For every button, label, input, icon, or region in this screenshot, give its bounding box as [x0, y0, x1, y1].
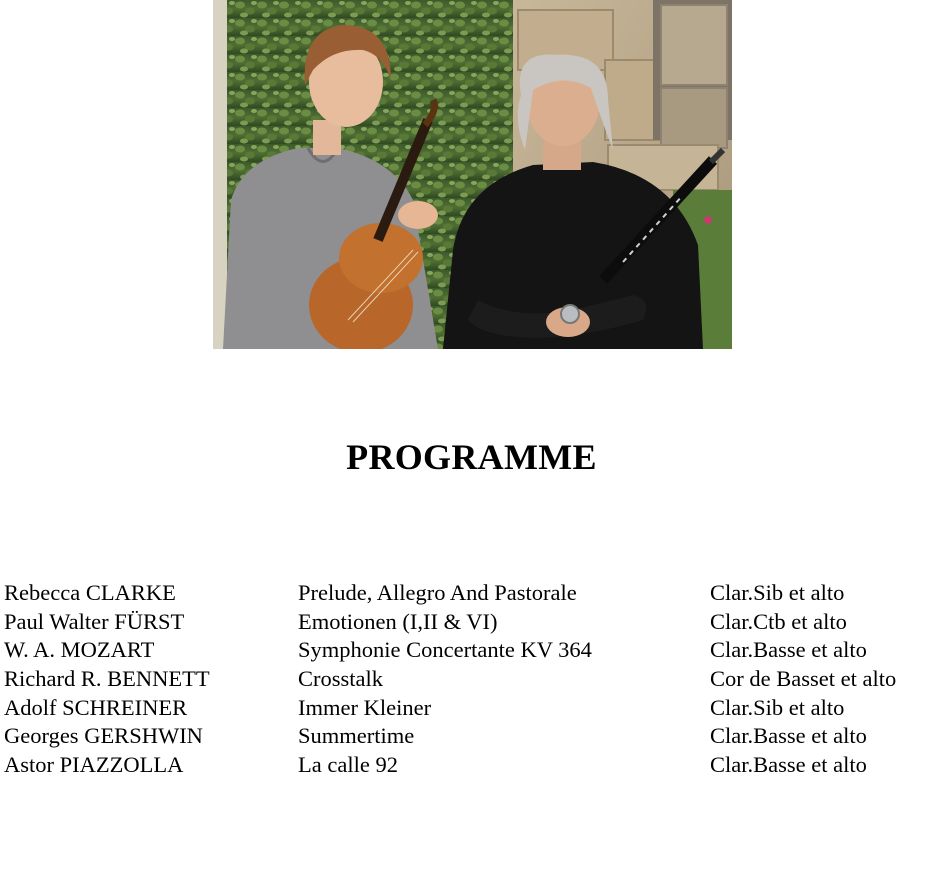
- programme-row: [4, 665, 939, 694]
- work-title: Prelude, Allegro And Pastorale: [298, 580, 577, 605]
- composer-name: W. A. MOZART: [4, 637, 155, 663]
- programme-row: [4, 636, 939, 665]
- programme-title: PROGRAMME: [346, 437, 597, 477]
- duo-photo-icon: [213, 0, 732, 349]
- work-title: Emotionen (I,II & VI): [298, 608, 498, 634]
- programme-row: [4, 751, 939, 780]
- work-title: Crosstalk: [298, 666, 384, 692]
- instrumentation: Clar.Sib et alto: [710, 694, 845, 720]
- work-title: La calle 92: [298, 752, 398, 778]
- instrumentation: Clar.Sib et alto: [710, 580, 845, 605]
- composer-name: Paul Walter FÜRST: [4, 608, 185, 634]
- work-title: Immer Kleiner: [298, 694, 432, 720]
- duo-photo: [213, 0, 732, 349]
- programme-row: [4, 608, 939, 637]
- work-title: Summertime: [298, 723, 415, 749]
- programme-row: [4, 579, 939, 608]
- composer-name: Astor PIAZZOLLA: [4, 752, 184, 778]
- programme-list: [4, 579, 939, 780]
- instrumentation: Cor de Basset et alto: [710, 666, 897, 692]
- programme-row: [4, 694, 939, 723]
- composer-name: Richard R. BENNETT: [4, 666, 210, 692]
- instrumentation: Clar.Basse et alto: [710, 752, 867, 778]
- composer-name: Rebecca CLARKE: [4, 580, 176, 605]
- composer-name: Adolf SCHREINER: [4, 694, 188, 720]
- instrumentation: Clar.Basse et alto: [710, 637, 867, 663]
- instrumentation: Clar.Basse et alto: [710, 723, 867, 749]
- programme-row: [4, 722, 939, 751]
- work-title: Symphonie Concertante KV 364: [298, 637, 592, 663]
- composer-name: Georges GERSHWIN: [4, 723, 203, 749]
- instrumentation: Clar.Ctb et alto: [710, 608, 847, 634]
